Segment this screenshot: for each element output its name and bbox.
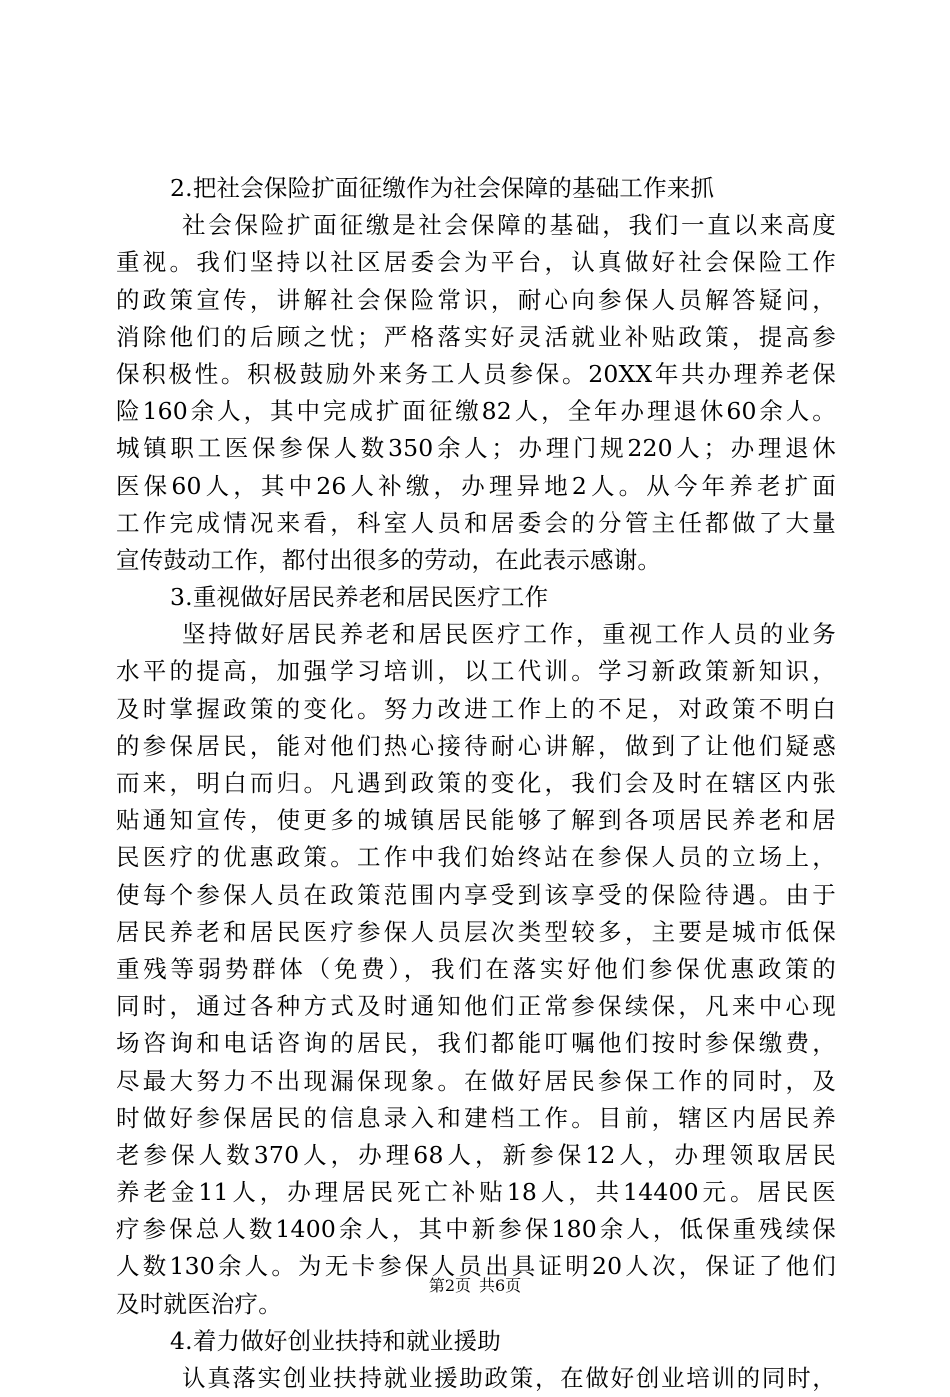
section-heading: 2.把社会保险扩面征缴作为社会保障的基础工作来抓 (170, 174, 715, 202)
text-line: 宣传鼓动工作，都付出很多的劳动，在此表示感谢。 (116, 545, 662, 574)
text-line: 保积极性。积极鼓励外来务工人员参保。20XX年共办理养老保 (116, 359, 836, 388)
section-heading: 4.着力做好创业扶持和就业援助 (170, 1326, 501, 1355)
text-line: 人数130余人。为无卡参保人员出具证明20人次，保证了他们 (116, 1252, 836, 1281)
text-line: 居民养老和居民医疗参保人员层次类型较多，主要是城市低保 (116, 917, 836, 946)
text-line: 的参保居民，能对他们热心接待耐心讲解，做到了让他们疑惑 (116, 731, 836, 760)
text-line: 认真落实创业扶持就业援助政策，在做好创业培训的同时， (182, 1364, 836, 1392)
text-line: 城镇职工医保参保人数350余人；办理门规220人；办理退休 (116, 434, 836, 463)
text-line: 贴通知宣传，使更多的城镇居民能够了解到各项居民养老和居 (116, 806, 836, 835)
text-line: 坚持做好居民养老和居民医疗工作，重视工作人员的业务 (182, 620, 836, 649)
text-line: 及时就医治疗。 (116, 1289, 282, 1318)
text-line: 险160余人，其中完成扩面征缴82人，全年办理退休60余人。 (116, 397, 836, 426)
document-body (116, 170, 836, 1397)
text-line: 尽最大努力不出现漏保现象。在做好居民参保工作的同时，及 (116, 1066, 836, 1095)
text-line: 使每个参保人员在政策范围内享受到该享受的保险待遇。由于 (116, 880, 836, 909)
text-line: 水平的提高，加强学习培训，以工代训。学习新政策新知识， (116, 657, 836, 686)
text-line: 民医疗的优惠政策。工作中我们始终站在参保人员的立场上， (116, 843, 836, 872)
text-line: 社会保险扩面征缴是社会保障的基础，我们一直以来高度 (182, 211, 836, 240)
text-line: 同时，通过各种方式及时通知他们正常参保续保，凡来中心现 (116, 992, 836, 1021)
text-line: 疗参保总人数1400余人，其中新参保180余人，低保重残续保 (116, 1215, 836, 1244)
text-line: 时做好参保居民的信息录入和建档工作。目前，辖区内居民养 (116, 1103, 836, 1132)
text-line: 老参保人数370人，办理68人，新参保12人，办理领取居民 (116, 1140, 836, 1169)
text-line: 的政策宣传，讲解社会保险常识，耐心向参保人员解答疑问， (116, 285, 836, 314)
text-line: 消除他们的后顾之忧；严格落实好灵活就业补贴政策，提高参 (116, 322, 836, 351)
text-line: 而来，明白而归。凡遇到政策的变化，我们会及时在辖区内张 (116, 769, 836, 797)
text-line: 重视。我们坚持以社区居委会为平台，认真做好社会保险工作 (116, 248, 836, 277)
text-line: 养老金11人，办理居民死亡补贴18人，共14400元。居民医 (116, 1178, 836, 1207)
section-heading: 3.重视做好居民养老和居民医疗工作 (170, 583, 549, 612)
text-line: 场咨询和电话咨询的居民，我们都能叮嘱他们按时参保缴费， (116, 1029, 836, 1058)
text-line: 医保60人，其中26人补缴，办理异地2人。从今年养老扩面 (116, 471, 836, 500)
text-line: 工作完成情况来看，科室人员和居委会的分管主任都做了大量 (116, 508, 836, 537)
page-footer (0, 1276, 950, 1296)
page-number: 第2页 (428, 1276, 471, 1295)
text-line: 及时掌握政策的变化。努力改进工作上的不足，对政策不明白 (116, 694, 836, 723)
page-total: 共6页 (479, 1276, 522, 1295)
text-line: 重残等弱势群体（免费），我们在落实好他们参保优惠政策的 (116, 954, 836, 983)
